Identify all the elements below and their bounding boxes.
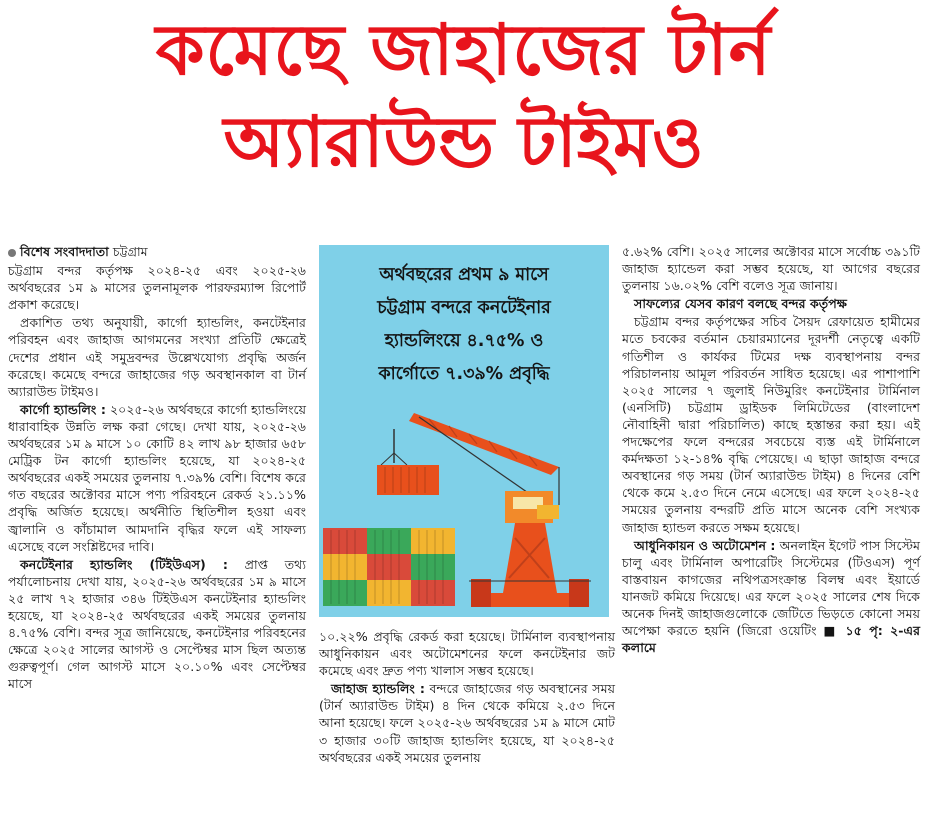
infobox-line-4: কার্গোতে ৭.৩৯% প্রবৃদ্ধি [378, 364, 550, 384]
hanging-container-icon [377, 429, 439, 495]
infobox-line-1: অর্থবছরের প্রথম ৯ মাসে [379, 265, 549, 285]
paragraph: ১০.২২% প্রবৃদ্ধি রেকর্ড করা হয়েছে। টার্মিনাল ব্যবস্থাপনায় আধুনিকায়ন এবং অটোমেশনের ফলে কনটেইনার জট কমেছে এবং দ্রুত পণ্য খালাস সম্ভব হয়েছে। [319, 629, 615, 679]
subhead-cargo: কার্গো হ্যান্ডলিং : [20, 401, 106, 417]
subhead-ship: জাহাজ হ্যান্ডলিং : [331, 681, 425, 697]
column-1 [8, 243, 306, 693]
byline-location: চট্টগ্রাম [112, 244, 148, 259]
paragraph-text: বন্দরে জাহাজের গড় অবস্থানের সময় (টার্ন অ্যারাউন্ড টাইম) ৪ দিন থেকে কমিয়ে ২.৫৩ দিনে আনা হয়েছে। ফলে ২০২৫-২৬ অর্থবছরের ১ম ৯ মাসে মোট ৩ হাজার ৩০টি জাহাজ হ্যান্ডলিং হয়েছে, যা ২০২৪-২৫ অর্থবছরের একই সময়ের তুলনায় [319, 681, 615, 765]
infobox [319, 245, 609, 617]
byline-reporter: বিশেষ সংবাদদাতা [20, 244, 109, 259]
paragraph [8, 401, 306, 555]
paragraph [8, 556, 306, 693]
subhead-modernization: আধুনিকায়ন ও অটোমেশন : [634, 537, 776, 553]
paragraph-text: অনলাইন ইগেট পাস সিস্টেম চালু এবং টার্মিনাল অপারেটিং সিস্টেমের (টিওএস) পূর্ণ বাস্তবায়ন কাগজের নথিপত্রসংক্রান্ত বিলম্ব এবং ইয়ার্ডে যানজট কমিয়ে দিয়েছে। এর ফলে ২০২৫ সালের শেষ দিকে অনেক দিনই জাহাজগুলোকে জেটিতে ভিড়তে কোনো সময় অপেক্ষা করতে হয়নি (জিরো ওয়েটিং [622, 537, 920, 639]
subhead-container: কনটেইনার হ্যান্ডলিং (টিইউএস) : [20, 556, 228, 572]
headline [0, 4, 927, 188]
paragraph [319, 680, 615, 765]
infobox-text [319, 259, 609, 391]
headline-line-1: কমেছে জাহাজের টার্ন [155, 9, 772, 91]
paragraph [622, 537, 920, 657]
paragraph: প্রকাশিত তথ্য অনুযায়ী, কার্গো হ্যান্ডলিং, কনটেইনার পরিবহন এবং জাহাজ আগমনের সংখ্যা প্রতিটি ক্ষেত্রেই দেশের প্রধান এই সমুদ্রবন্দর উল্লেখযোগ্য প্রবৃদ্ধি অর্জন করেছে। কমেছে বন্দরে জাহাজের গড় অবস্থানকাল বা টার্ন অ্যারাউন্ড টাইমও। [8, 315, 306, 399]
continued-on-page: ■ ১৫ পৃ: ২-এর কলামে [622, 623, 921, 656]
column-2 [319, 628, 615, 767]
column-3 [622, 243, 920, 657]
port-crane-illustration [319, 393, 609, 617]
headline-line-2: অ্যারাউন্ড টাইমও [223, 101, 704, 183]
paragraph: চট্টগ্রাম বন্দর কর্তৃপক্ষ ২০২৪-২৫ এবং ২০২৫-২৬ অর্থবছরের ১ম ৯ মাসের তুলনামূলক পারফরম্যান্স রিপোর্ট প্রকাশ করেছে। [8, 263, 306, 313]
paragraph-text: ২০২৫-২৬ অর্থবছরে কার্গো হ্যান্ডলিংয়ে ধারাবাহিক উন্নতি লক্ষ করা গেছে। দেখা যায়, ২০২৫-২৬ অর্থবছরের ১ম ৯ মাসে ১০ কোটি ৪২ লাখ ৯৮ হাজার ৬৫৮ মেট্রিক টন কার্গো হ্যান্ডলিং হয়েছে, যা ২০২৪-২৫ অর্থবছরের একই সময়ের তুলনায় ৭.৩৯% বেশি। বিশেষ করে গত বছরের অক্টোবর মাসে পণ্য পরিবহনে রেকর্ড ২১.১১% প্রবৃদ্ধি অর্জিত হয়েছে। অর্থনীতি স্থিতিশীল হওয়া এবং জ্বালানি ও কাঁচামাল আমদানি বৃদ্ধির ফলে এই সাফল্য এসেছে বলে সংশ্লিষ্টদের দাবি। [8, 401, 306, 554]
infobox-line-2: চট্টগ্রাম বন্দরে কনটেইনার [377, 298, 551, 318]
infobox-line-3: হ্যান্ডলিংয়ে ৪.৭৫% ও [384, 331, 544, 351]
byline [8, 243, 306, 260]
container-stack-icon [323, 528, 455, 606]
paragraph-text: প্রাপ্ত তথ্য পর্যালোচনায় দেখা যায়, ২০২৫-২৬ অর্থবছরের ১ম ৯ মাসে ২৫ লাখ ৭২ হাজার ৩৪৬ টিইউএস কনটেইনার হ্যান্ডলিং হয়েছে, যা ২০২৪-২৫ অর্থবছরের একই সময়ের তুলনায় ৪.৭৫% বেশি। বন্দর সূত্র জানিয়েছে, কনটেইনার পরিবহনের ক্ষেত্রে ২০২৫ সালের আগস্ট ও সেপ্টেম্বর মাস ছিল অত্যন্ত গুরুত্বপূর্ণ। গেল আগস্ট মাসে ২০.১০% এবং সেপ্টেম্বর মাসে [8, 556, 306, 692]
subhead-success-reasons: সাফল্যের যেসব কারণ বলছে বন্দর কর্তৃপক্ষ [634, 296, 847, 312]
bullet-icon [8, 249, 16, 257]
paragraph: ৫.৬২% বেশি। ২০২৫ সালের অক্টোবর মাসে সর্বোচ্চ ৩৯১টি জাহাজ হ্যান্ডেল করা সম্ভব হয়েছে, যা আগের বছরের তুলনায় ১৬.০২% বেশি বলেও সূত্র জানায়। [622, 244, 920, 294]
paragraph: চট্টগ্রাম বন্দর কর্তৃপক্ষের সচিব সৈয়দ রেফায়েত হামীমের মতে চবকের বর্তমান চেয়ারম্যানের দূরদর্শী নেতৃত্বে একটি গতিশীল ও কার্যকর টিমের দক্ষ ব্যবস্থাপনায় বন্দর পরিচালনায় আমূল পরিবর্তন সাধিত হয়েছে। এর পাশাপাশি ২০২৫ সালের ৭ জুলাই নিউমুরিং কনটেইনার টার্মিনাল (এনসিটি) চট্টগ্রাম ড্রাইডক লিমিটেডের (বাংলাদেশ নৌবাহিনী দ্বারা পরিচালিত) কাছে হস্তান্তর করা হয়। এই পদক্ষেপের ফলে বন্দরের সবচেয়ে ব্যস্ত এই টার্মিনালে কর্মদক্ষতা ১২-১৪% বৃদ্ধি পেয়েছে। এ ছাড়া জাহাজ বন্দরে অবস্থানের গড় সময় (টার্ন অ্যারাউন্ড টাইম) ৪ দিনের বেশি থেকে কমে ২.৫৩ দিনে নেমে এসেছে। এর ফলে ২০২৪-২৫ সময়ের তুলনায় বন্দরটি প্রতি মাসে অনেক বেশি সংখ্যক জাহাজ হ্যান্ডল করতে সক্ষম হয়েছে। [622, 314, 920, 535]
